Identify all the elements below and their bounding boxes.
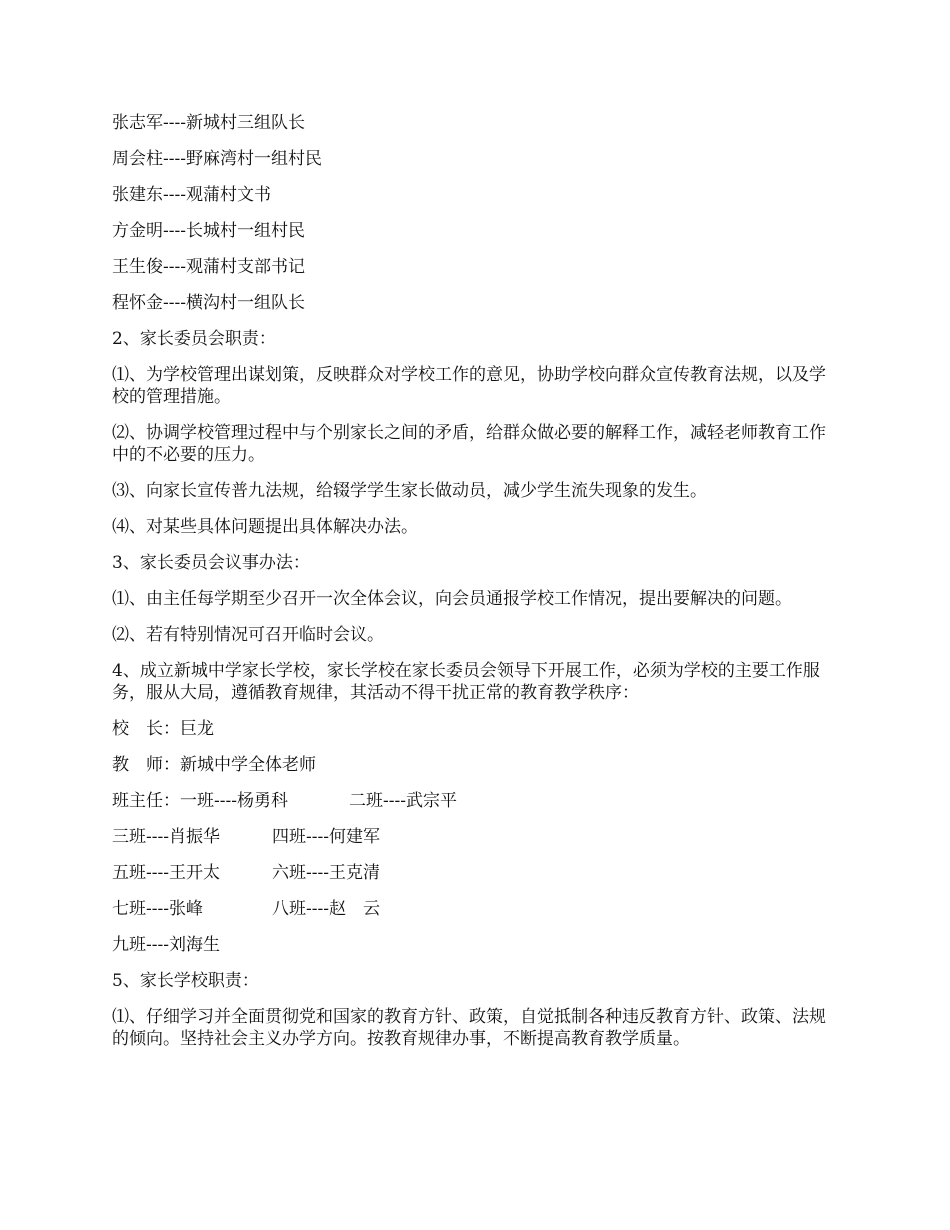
section-heading: 4、成立新城中学家长学校，家长学校在家长委员会领导下开展工作，必须为学校的主要工作服务，服从大局，遵循教育规律，其活动不得干扰正常的教育教学秩序： [112, 661, 820, 703]
class-teacher-entry: 二班----武宗平 [349, 791, 457, 811]
section-heading: 3、家长委员会议事办法： [112, 553, 310, 573]
class-teacher-row [112, 826, 834, 848]
principal-line: 校 长：巨龙 [112, 719, 214, 739]
procedure-item: ⑴、由主任每学期至少召开一次全体会议，向会员通报学校工作情况，提出要解决的问题。 [112, 589, 792, 609]
class-teacher-entry: 七班----张峰 [112, 899, 203, 919]
duty-item: ⑶、向家长宣传普九法规，给辍学学生家长做动员，减少学生流失现象的发生。 [112, 481, 707, 501]
class-teacher-entry: 三班----肖振华 [112, 827, 220, 847]
class-teacher-row [112, 898, 834, 920]
procedure-item: ⑵、若有特别情况可召开临时会议。 [112, 625, 384, 645]
member-line: 周会柱----野麻湾村一组村民 [112, 149, 322, 169]
member-line: 张志军----新城村三组队长 [112, 113, 305, 133]
document-body [112, 112, 834, 1064]
class-teacher-entry: 五班----王开太 [112, 863, 220, 883]
member-line: 王生俊----观蒲村支部书记 [112, 257, 305, 277]
member-line: 方金明----长城村一组村民 [112, 221, 305, 241]
section-heading: 5、家长学校职责： [112, 971, 259, 991]
member-line: 张建东----观蒲村文书 [112, 185, 271, 205]
class-teacher-entry: 八班----赵 云 [272, 899, 380, 919]
class-teacher-row [112, 790, 834, 812]
member-line: 程怀金----横沟村一组队长 [112, 293, 305, 313]
class-teacher-entry: 四班----何建军 [272, 827, 380, 847]
class-teacher-entry: 六班----王克清 [272, 863, 380, 883]
class-teacher-entry: 班主任：一班----杨勇科 [112, 791, 288, 811]
section-heading: 2、家长委员会职责： [112, 329, 276, 349]
teachers-line: 教 师：新城中学全体老师 [112, 755, 316, 775]
duty-item: ⑵、协调学校管理过程中与个别家长之间的矛盾，给群众做必要的解释工作，减轻老师教育工作中的不必要的压力。 [112, 423, 826, 465]
duty-item: ⑴、为学校管理出谋划策，反映群众对学校工作的意见，协助学校向群众宣传教育法规，以及学校的管理措施。 [112, 365, 826, 407]
duty-item: ⑷、对某些具体问题提出具体解决办法。 [112, 517, 418, 537]
class-teacher-row [112, 862, 834, 884]
duty-item: ⑴、仔细学习并全面贯彻党和国家的教育方针、政策，自觉抵制各种违反教育方针、政策、法规的倾向。坚持社会主义办学方向。按教育规律办事，不断提高教育教学质量。 [112, 1007, 826, 1049]
class-teacher-entry: 九班----刘海生 [112, 935, 220, 955]
